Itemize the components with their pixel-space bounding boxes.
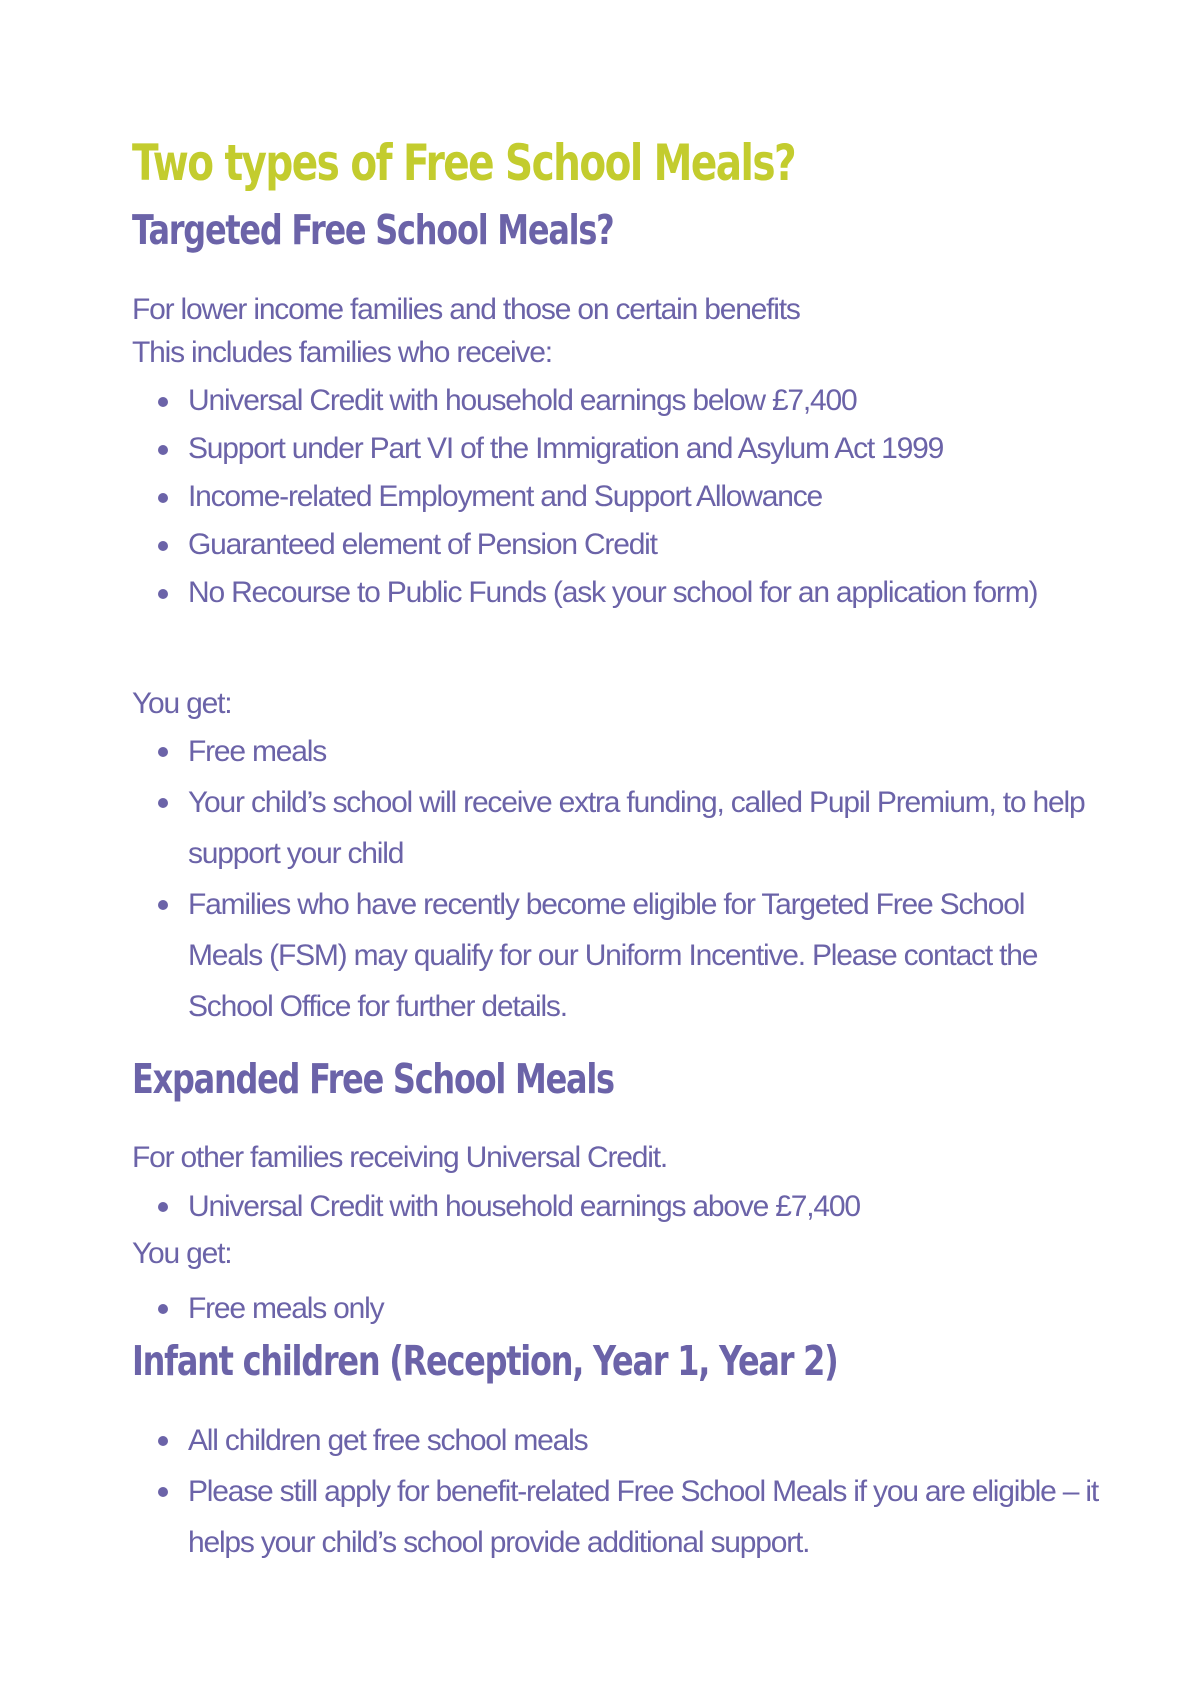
list-item: [132, 1283, 1122, 1334]
list-item-text: Income-related Employment and Support Allowance: [188, 480, 822, 513]
list-item: [132, 521, 1122, 569]
bullet-icon: [158, 1436, 168, 1446]
list-item-text: Guaranteed element of Pension Credit: [188, 528, 657, 561]
bullet-icon: [158, 798, 168, 808]
list-item-text: Please still apply for benefit-related Free School Meals if you are eligible – it helps your child’s school provide additional support.: [188, 1475, 1098, 1559]
infant-list: [132, 1415, 1122, 1568]
targeted-criteria-list: [132, 377, 1122, 617]
targeted-heading: Targeted Free School Meals?: [132, 206, 614, 254]
targeted-intro-line2: This includes families who receive:: [132, 336, 552, 369]
bullet-icon: [158, 1487, 168, 1497]
list-item: [132, 777, 1092, 879]
bullet-icon: [158, 900, 168, 910]
list-item-text: Universal Credit with household earnings above £7,400: [188, 1190, 860, 1223]
list-item: [132, 425, 1122, 473]
list-item-text: Free meals only: [188, 1292, 384, 1325]
targeted-benefits-list: [132, 726, 1092, 1032]
page-title: Two types of Free School Meals?: [132, 134, 796, 192]
list-item: [132, 377, 1122, 425]
list-item: [132, 1181, 1122, 1232]
list-item: [132, 726, 1092, 777]
targeted-intro-line1: For lower income families and those on certain benefits: [132, 293, 800, 326]
expanded-benefits-list: [132, 1283, 1122, 1334]
expanded-heading: Expanded Free School Meals: [132, 1055, 614, 1103]
list-item: [132, 473, 1122, 521]
infant-heading: Infant children (Reception, Year 1, Year 2): [132, 1337, 838, 1385]
list-item-text: All children get free school meals: [188, 1424, 588, 1457]
list-item-text: Families who have recently become eligible for Targeted Free School Meals (FSM) may qualify for our Uniform Incentive. Please contact the School Office for further details.: [188, 888, 1038, 1023]
list-item: [132, 879, 1092, 1032]
expanded-you-get-label: You get:: [132, 1237, 232, 1270]
targeted-you-get-label: You get:: [132, 687, 232, 720]
expanded-criteria-list: [132, 1181, 1122, 1232]
bullet-icon: [158, 1202, 168, 1212]
bullet-icon: [158, 541, 168, 551]
list-item: [132, 1415, 1122, 1466]
bullet-icon: [158, 493, 168, 503]
bullet-icon: [158, 445, 168, 455]
bullet-icon: [158, 397, 168, 407]
list-item: [132, 1466, 1122, 1568]
list-item-text: Free meals: [188, 735, 327, 768]
bullet-icon: [158, 589, 168, 599]
list-item-text: Your child’s school will receive extra funding, called Pupil Premium, to help support your child: [188, 786, 1085, 870]
expanded-intro: For other families receiving Universal Credit.: [132, 1141, 668, 1174]
bullet-icon: [158, 747, 168, 757]
list-item: [132, 569, 1122, 617]
bullet-icon: [158, 1304, 168, 1314]
list-item-text: Universal Credit with household earnings below £7,400: [188, 384, 857, 417]
list-item-text: No Recourse to Public Funds (ask your school for an application form): [188, 576, 1038, 609]
list-item-text: Support under Part VI of the Immigration and Asylum Act 1999: [188, 432, 944, 465]
